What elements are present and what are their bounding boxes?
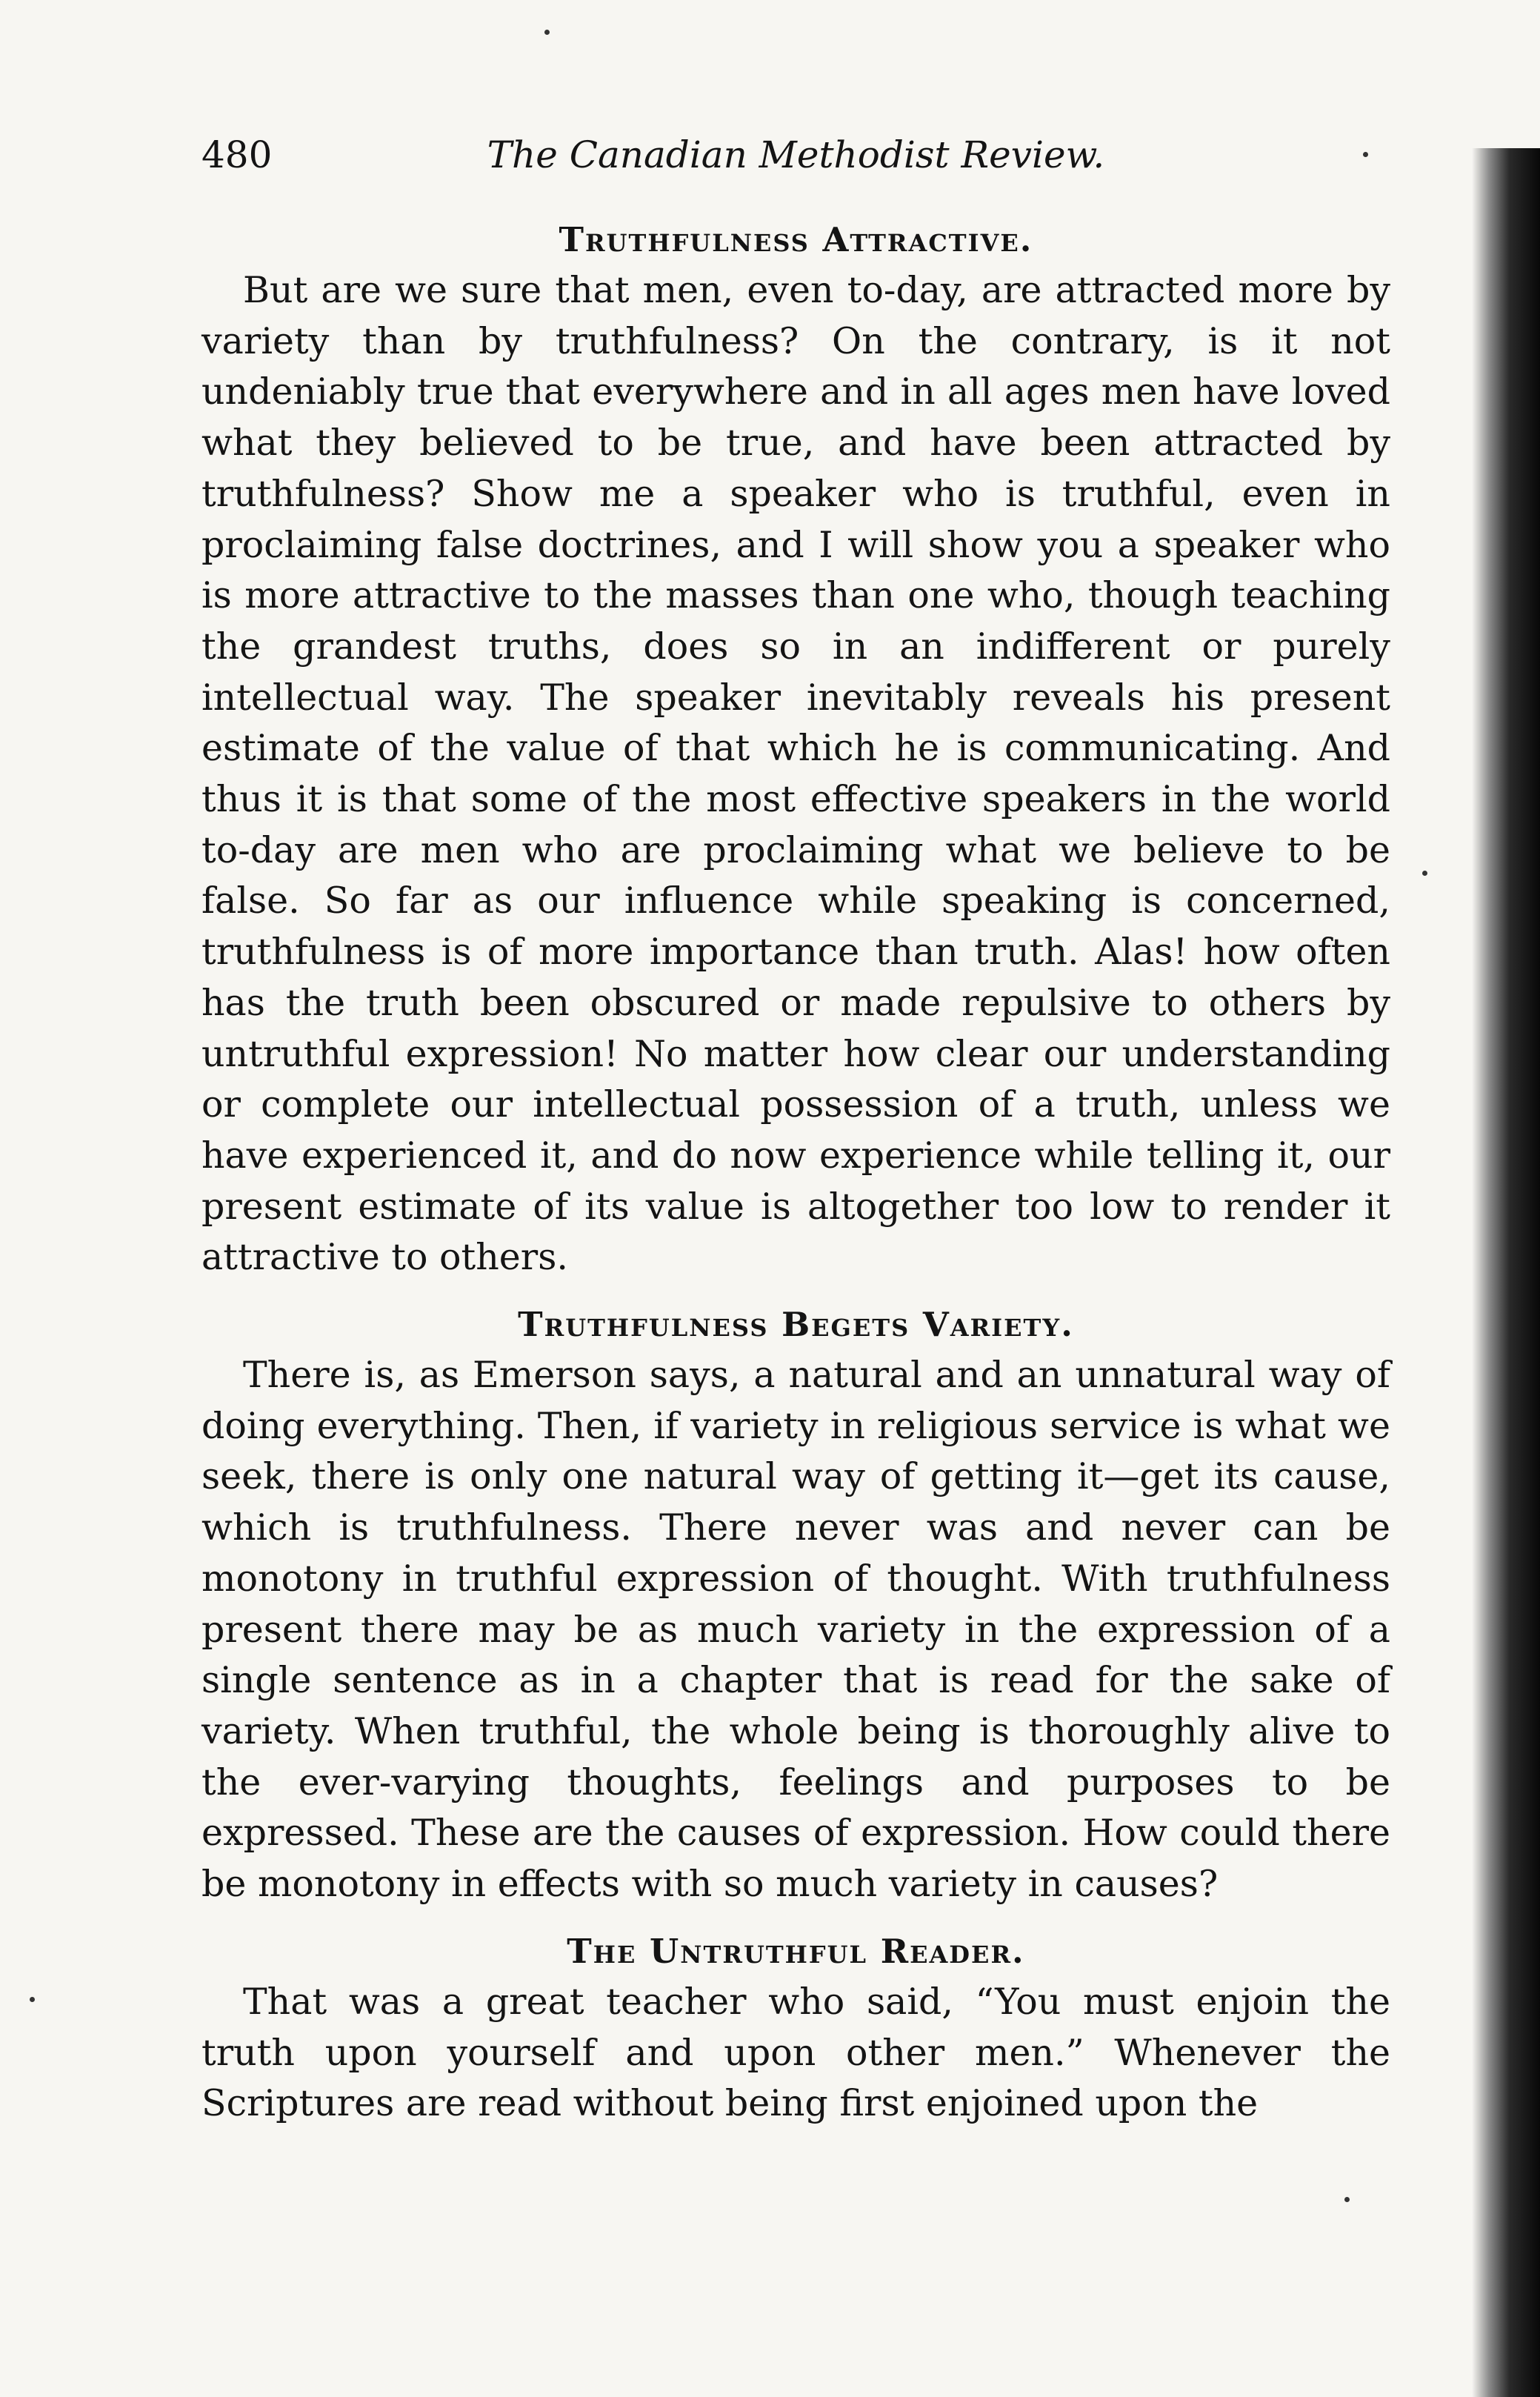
page-number: 480: [201, 133, 273, 176]
paragraph: There is, as Emerson says, a natural and an unnatural way of doing everything. Then, if variety in religious service is what we seek, there is only one natural way of getting it—get its cause, which is truthfulness. There never was and never can be monotony in truthful expression of thought. With truthfulness present there may be as much variety in the expression of a single sentence as in a chapter that is read for the sake of variety. When truthful, the whole being is thoroughly alive to the ever-varying thoughts, feelings and purposes to be expressed. These are the causes of expression. How could there be monotony in effects with so much variety in causes?: [201, 1354, 1390, 1906]
scan-speck: [544, 30, 550, 35]
scan-speck: [1344, 2197, 1350, 2202]
running-title: The Canadian Methodist Review.: [487, 133, 1105, 176]
page-header: [201, 133, 1390, 193]
page-body: [201, 215, 1390, 2130]
scan-speck: [1363, 152, 1368, 157]
scan-speck: [1422, 871, 1427, 876]
page-edge-shadow: [1472, 148, 1540, 2397]
section-heading: The Untruthful Reader.: [567, 1931, 1025, 1971]
scan-speck: [30, 1997, 35, 2002]
paragraph: That was a great teacher who said, “You must enjoin the truth upon yourself and upon other men.” Whenever the Scriptures are read without being first enjoined upon the: [201, 1980, 1390, 2125]
section-heading: Truthfulness Begets Variety.: [518, 1305, 1074, 1345]
section-heading: Truthfulness Attractive.: [559, 220, 1033, 259]
paragraph: But are we sure that men, even to-day, are attracted more by variety than by truthfulness? On the contrary, is it not undeniably true that everywhere and in all ages men have loved what they believed to be true, and have been attracted by truthfulness? Show me a speaker who is truthful, even in proclaiming false doctrines, and I will show you a speaker who is more attractive to the masses than one who, though teaching the grandest truths, does so in an indifferent or purely intellectual way. The speaker inevitably reveals his present estimate of the value of that which he is communicating. And thus it is that some of the most effective speakers in the world to-day are men who are proclaiming what we believe to be false. So far as our influence while speaking is concerned, truthfulness is of more importance than truth. Alas! how often has the truth been obscured or made repulsive to others by untruthful expression! No matter how clear our understanding or complete our intellectual possession of a truth, unless we have experienced it, and do now experience while telling it, our present estimate of its value is altogether too low to render it attractive to others.: [201, 269, 1390, 1279]
